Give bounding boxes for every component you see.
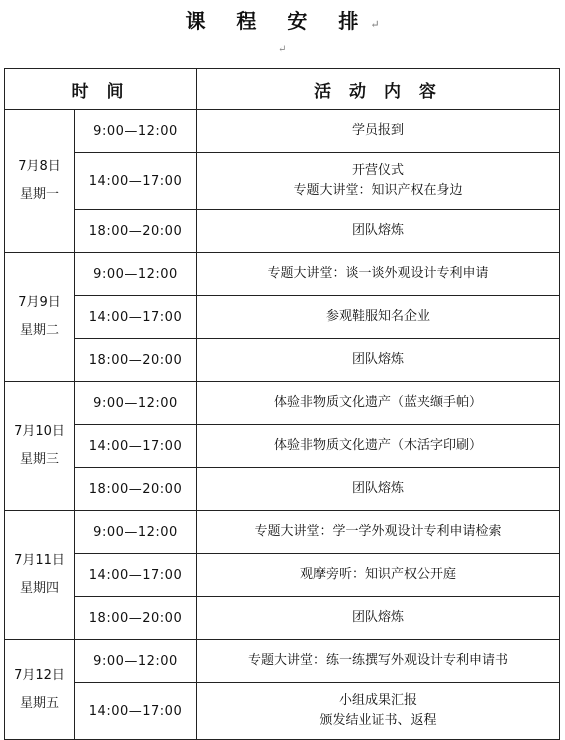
header-time-label: 时 间 [71, 81, 130, 102]
activity-cell [197, 511, 560, 554]
return-mark: ↵ [278, 44, 287, 55]
activity-line: 专题大讲堂：谈一谈外观设计专利申请 [267, 266, 489, 281]
title-text: 课 程 安 排 [185, 9, 371, 33]
schedule-row [5, 640, 560, 683]
activity-cell [197, 210, 560, 253]
schedule-row [5, 253, 560, 296]
schedule-row [5, 210, 560, 253]
schedule-row [5, 339, 560, 382]
activity-cell [197, 683, 560, 740]
day-cell [5, 382, 75, 511]
date-label: 7月9日 [18, 295, 61, 310]
header-activity [197, 69, 560, 110]
activity-line: 团队熔炼 [352, 223, 405, 238]
schedule-row [5, 554, 560, 597]
day-cell [5, 110, 75, 253]
activity-cell [197, 640, 560, 683]
activity-line: 小组成果汇报 [339, 693, 418, 708]
day-cell [5, 511, 75, 640]
schedule-body [5, 110, 560, 740]
weekday-label: 星期一 [19, 187, 59, 202]
activity-line: 专题大讲堂：知识产权在身边 [293, 183, 463, 198]
schedule-row [5, 511, 560, 554]
time-cell: 9:00—12:00 [75, 253, 197, 296]
activity-cell [197, 339, 560, 382]
schedule-row [5, 597, 560, 640]
activity-cell [197, 597, 560, 640]
schedule-row [5, 425, 560, 468]
schedule-row [5, 382, 560, 425]
weekday-label: 星期二 [19, 323, 59, 338]
activity-cell [197, 253, 560, 296]
time-cell: 9:00—12:00 [75, 382, 197, 425]
header-activity-label: 活 动 内 容 [314, 81, 442, 102]
schedule-row [5, 296, 560, 339]
time-cell: 9:00—12:00 [75, 511, 197, 554]
header-row [5, 69, 560, 110]
activity-line: 团队熔炼 [352, 481, 405, 496]
date-label: 7月8日 [18, 159, 61, 174]
activity-line: 参观鞋服知名企业 [326, 309, 431, 324]
time-cell: 18:00—20:00 [75, 339, 197, 382]
time-cell: 9:00—12:00 [75, 640, 197, 683]
time-cell: 18:00—20:00 [75, 210, 197, 253]
activity-cell [197, 468, 560, 511]
time-cell: 14:00—17:00 [75, 554, 197, 597]
schedule-row [5, 153, 560, 210]
header-time [5, 69, 197, 110]
activity-cell [197, 296, 560, 339]
activity-cell [197, 153, 560, 210]
date-label: 7月10日 [14, 424, 65, 439]
activity-cell [197, 110, 560, 153]
activity-cell [197, 554, 560, 597]
date-label: 7月12日 [14, 667, 65, 683]
time-cell: 18:00—20:00 [75, 597, 197, 640]
activity-line: 专题大讲堂：学一学外观设计专利申请检索 [254, 524, 502, 539]
time-cell: 9:00—12:00 [75, 110, 197, 153]
return-mark: ↵ [370, 18, 380, 31]
weekday-label: 星期五 [19, 695, 59, 711]
activity-line: 颁发结业证书、返程 [319, 713, 437, 728]
weekday-label: 星期三 [19, 452, 59, 467]
time-cell: 14:00—17:00 [75, 425, 197, 468]
schedule-table [4, 68, 560, 740]
activity-line: 团队熔炼 [352, 610, 405, 625]
time-cell: 14:00—17:00 [75, 153, 197, 210]
activity-line: 观摩旁听：知识产权公开庭 [300, 567, 457, 582]
activity-line: 体验非物质文化遗产（木活字印刷） [274, 438, 483, 453]
day-cell [5, 640, 75, 740]
activity-line: 学员报到 [352, 123, 405, 138]
time-cell: 18:00—20:00 [75, 468, 197, 511]
schedule-row [5, 683, 560, 740]
activity-line: 团队熔炼 [352, 352, 405, 367]
time-cell: 14:00—17:00 [75, 683, 197, 740]
activity-line: 专题大讲堂：练一练撰写外观设计专利申请书 [248, 653, 509, 668]
schedule-row [5, 468, 560, 511]
activity-cell [197, 382, 560, 425]
activity-cell [197, 425, 560, 468]
schedule-row [5, 110, 560, 153]
weekday-label: 星期四 [19, 581, 59, 596]
time-cell: 14:00—17:00 [75, 296, 197, 339]
activity-line: 开营仪式 [352, 163, 405, 178]
day-cell [5, 253, 75, 382]
page-title [0, 6, 565, 40]
activity-line: 体验非物质文化遗产（蓝夹缬手帕） [274, 395, 483, 410]
date-label: 7月11日 [14, 553, 65, 568]
